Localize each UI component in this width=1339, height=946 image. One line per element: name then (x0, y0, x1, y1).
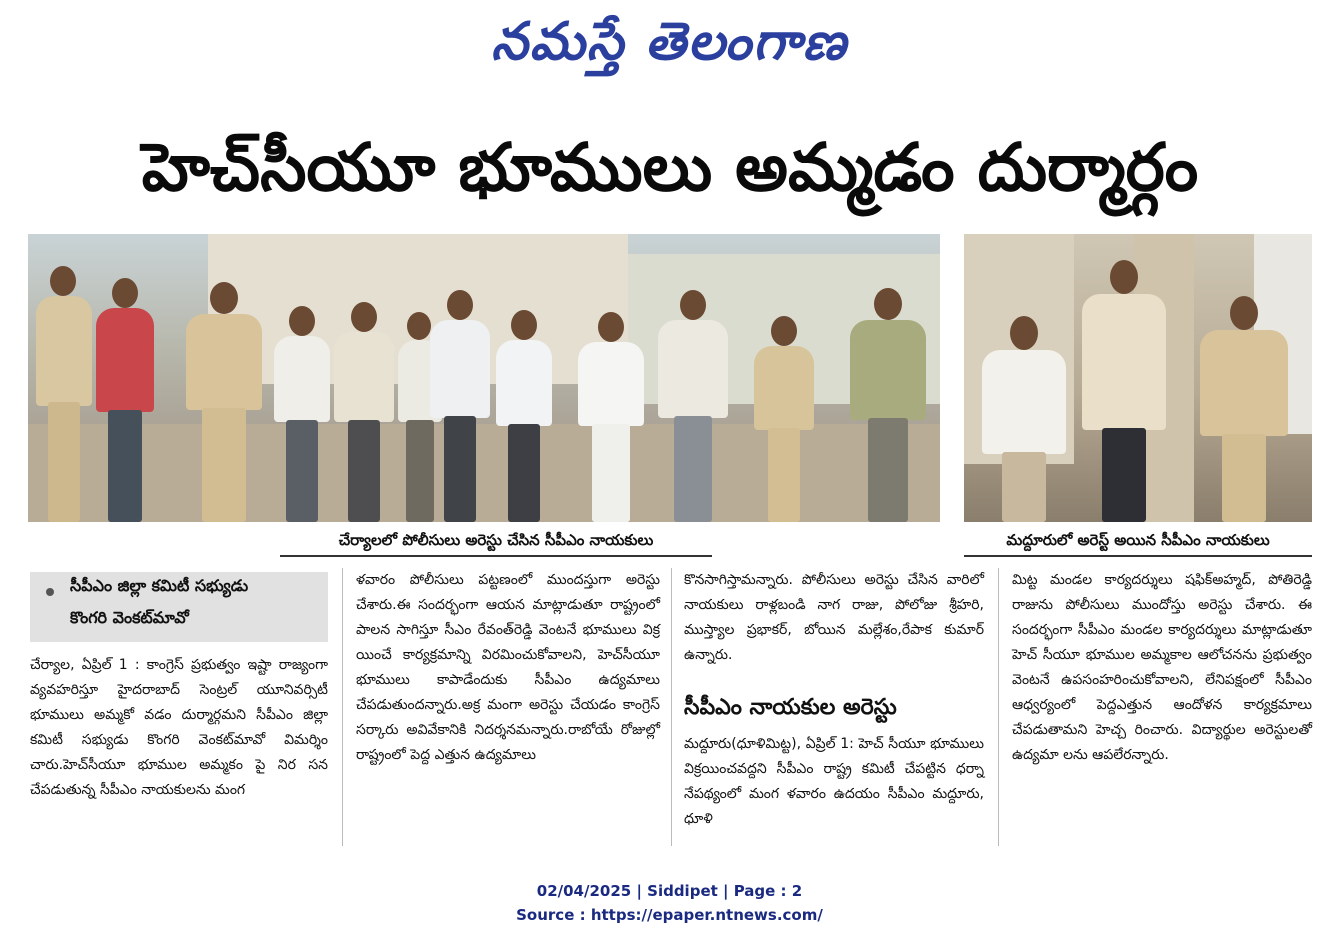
column-divider (671, 568, 672, 846)
byline-box (30, 572, 328, 642)
masthead-logo: నమస్తే తెలంగాణ (491, 11, 848, 72)
photo-maddur-arrest (964, 234, 1312, 522)
column-divider (998, 568, 999, 846)
footer-source: Source : https://epaper.ntnews.com/ (516, 906, 823, 924)
article-column-3-continued: మద్దూరు(ధూళిమిట్ట), ఏప్రిల్ 1: హెచ్ సీయూ భూములు విక్రయించవద్దని సీపీఎం రాష్ట్ర కమిటీ చేపట్టిన ధర్నా నేపథ్యంలో మంగ ళవారం ఉదయం సీపీఎం మద్దూరు, ధూళి (684, 736, 984, 827)
photo-caption: మద్దూరులో అరెస్ట్ అయిన సీపీఎం నాయకులు (964, 525, 1312, 557)
subheading: సీపీఎం నాయకుల అరెస్టు (684, 695, 897, 720)
article-column-2: ళవారం పోలీసులు పట్టణంలో ముందస్తుగా అరెస్టు చేశారు.ఈ సందర్భంగా ఆయన మాట్లాడుతూ రాష్ట్రంలో పాలన సాగిస్తూ సీఎం రేవంత్‌రెడ్డి వెంటనే భూములు విక్ర యించే కార్యక్రమాన్ని విరమించుకోవాలని, హెచ్‌సీయూ భూములు కాపాడేందుకు సీపీఎం ఉద్యమాలు చేపడుతుందన్నారు.అక్ర మంగా అరెస్టు చేయడం కాంగ్రెస్ సర్కారు అవివేకానికి నిదర్శనమన్నారు.రాబోయే రోజుల్లో రాష్ట్రంలో పెద్ద ఎత్తున ఉద్యమాలు (356, 572, 660, 763)
photo-cheryal-arrest (28, 234, 940, 522)
byline-title: సీపీఎం జిల్లా కమిటీ సభ్యుడు (70, 576, 249, 595)
article-column-3: కొనసాగిస్తామన్నారు. పోలీసులు అరెస్టు చేసిన వారిలో నాయకులు రాళ్లబండి నాగ రాజు, పోలోజు శ్రీహరి, ముస్త్యాల ప్రభాకర్, బోయిన మల్లేశం,రేపాక కుమార్ ఉన్నారు. (684, 572, 984, 663)
article-column-4: మిట్ట మండల కార్యదర్శులు షఫిక్‌అహ్మద్, పోతిరెడ్డి రాజును పోలీసులు ముందోస్తు అరెస్టు చేశారు. ఈ సందర్భంగా సీపీఎం మండల కార్యదర్శులు మాట్లాడుతూ హెచ్ సీయూ భూముల అమ్మకాల ఆలోచనను ప్రభుత్వం వెంటనే ఉపసంహరించుకోవాలని, లేనిపక్షంలో సీపీఎం ఆధ్వర్యంలో పెద్దఎత్తున ఆందోళన కార్యక్రమాలు చేపడుతామని హెచ్చ రించారు. విద్యార్థుల అరెస్టులతో ఉద్యమా లను ఆపలేరన్నారు. (1012, 572, 1312, 763)
byline-name: కొంగరి వెంకట్‌మావో (70, 608, 189, 627)
column-divider (342, 568, 343, 846)
article-column-1: చేర్యాల, ఏప్రిల్ 1 : కాంగ్రెస్ ప్రభుత్వం ఇష్టా రాజ్యంగా వ్యవహరిస్తూ హైదరాబాద్ సెంట్రల్ యూనివర్సిటీ భూములు అమ్మకో వడం దుర్మార్గమని సీపీఎం జిల్లా కమిటీ సభ్యుడు కొంగరి వెంకట్‌మావో విమర్శిం చారు.హెచ్‌సీయూ భూముల అమ్మకం పై నిర సన చేపడుతున్న సీపీఎం నాయకులను మంగ (30, 657, 328, 798)
headline: హెచ్‌సీయూ భూములు అమ్మడం దుర్మార్గం (141, 129, 1199, 206)
footer-dateline: 02/04/2025 | Siddipet | Page : 2 (536, 882, 803, 900)
bullet-icon (46, 588, 54, 596)
photo-caption: చేర్యాలలో పోలీసులు అరెస్టు చేసిన సీపీఎం నాయకులు (280, 525, 712, 557)
